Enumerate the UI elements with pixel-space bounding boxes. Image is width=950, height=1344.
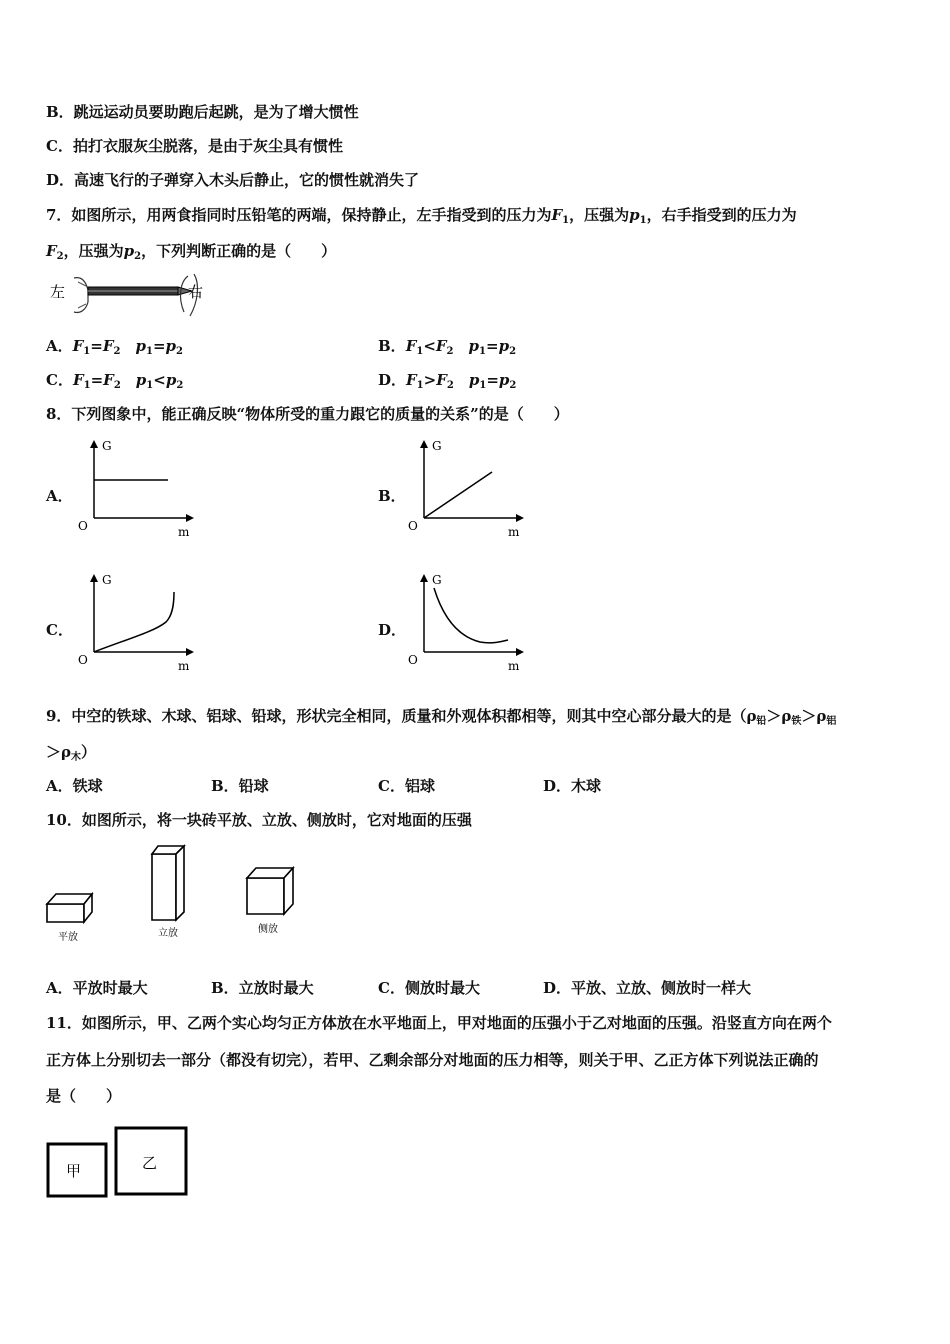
- q10-option-d: D．平放、立放、侧放时一样大: [543, 979, 752, 997]
- q8-label-c: C．: [46, 621, 73, 639]
- q9-stem-line1: 9．中空的铁球、木球、铝球、铅球，形状完全相同，质量和外观体积都相等，则其中空心部分最大的是（$\rho_铅>\rho_铁>\rho_铝$: [46, 707, 837, 727]
- q6-option-c: C．拍打衣服灰尘脱落，是由于灰尘具有惯性: [46, 137, 343, 155]
- q8-label-a: A．: [46, 487, 73, 505]
- svg-text:O: O: [78, 519, 88, 533]
- graph-c: [74, 570, 204, 678]
- q9-option-d: D．木球: [543, 777, 602, 795]
- caption-side: 侧放: [258, 924, 278, 935]
- svg-text:G: G: [102, 439, 112, 453]
- q8-label-b: B．: [378, 487, 406, 505]
- q7-stem-line1: 7．如图所示，用两食指同时压铅笔的两端，保持静止，左手指受到的压力为$F_1$，压强为$p_1$，右手指受到的压力为: [46, 206, 797, 226]
- cube-yi-label: 乙: [142, 1154, 158, 1172]
- fig-right-label: 右: [188, 283, 204, 301]
- brick-upright: [146, 842, 190, 942]
- q9-option-c: C．铝球: [378, 777, 435, 795]
- svg-text:G: G: [432, 439, 442, 453]
- q11-stem-line3: 是（ ）: [46, 1087, 122, 1105]
- q7-option-b: B．$F_1<F_2$ $p_1=p_2$: [378, 337, 517, 357]
- graph-b: [404, 436, 534, 544]
- svg-text:O: O: [408, 653, 418, 667]
- svg-text:G: G: [102, 573, 112, 587]
- q8-stem: 8．下列图象中，能正确反映“物体所受的重力跟它的质量的关系”的是（ ）: [46, 405, 569, 423]
- graph-d: [404, 570, 534, 678]
- caption-flat: 平放: [58, 932, 78, 943]
- q10-option-b: B．立放时最大: [211, 979, 314, 997]
- q8-label-d: D．: [378, 621, 407, 639]
- svg-text:m: m: [178, 659, 190, 673]
- graph-c-curve: [94, 592, 174, 652]
- q9-option-a: A．铁球: [46, 777, 103, 795]
- q10-stem: 10．如图所示，将一块砖平放、立放、侧放时，它对地面的压强: [46, 811, 472, 829]
- svg-text:O: O: [78, 653, 88, 667]
- q11-stem-line2: 正方体上分别切去一部分（都没有切完），若甲、乙剩余部分对地面的压力相等，则关于甲、乙正方体下列说法正确的: [46, 1051, 819, 1069]
- q9-option-b: B．铅球: [211, 777, 269, 795]
- q7-option-d: D．$F_1>F_2$ $p_1=p_2$: [378, 371, 517, 391]
- graph-d-curve: [434, 588, 508, 643]
- brick-side: [244, 858, 298, 938]
- graph-b-line: [424, 472, 492, 518]
- q7-option-c: C．$F_1=F_2$ $p_1<p_2$: [46, 371, 184, 391]
- q10-option-c: C．侧放时最大: [378, 979, 480, 997]
- svg-text:G: G: [432, 573, 442, 587]
- q6-option-d: D．高速飞行的子弹穿入木头后静止，它的惯性就消失了: [46, 171, 420, 189]
- svg-text:m: m: [508, 525, 520, 539]
- cube-jia-label: 甲: [66, 1162, 82, 1180]
- graph-a: [74, 436, 204, 544]
- q10-option-a: A．平放时最大: [46, 979, 148, 997]
- pencil-figure: [48, 272, 208, 320]
- caption-upright: 立放: [158, 928, 178, 939]
- fig-left-label: 左: [50, 283, 66, 301]
- q9-stem-line2: $>\rho_木$）: [46, 743, 96, 763]
- q11-stem-line1: 11．如图所示，甲、乙两个实心均匀正方体放在水平地面上，甲对地面的压强小于乙对地面的压强。沿竖直方向在两个: [46, 1014, 832, 1032]
- svg-text:m: m: [508, 659, 520, 673]
- cubes-figure: [44, 1124, 194, 1204]
- q7-stem-line2: $F_2$，压强为$p_2$，下列判断正确的是（ ）: [46, 242, 337, 262]
- svg-text:m: m: [178, 525, 190, 539]
- q6-option-b: B．跳远运动员要助跑后起跳，是为了增大惯性: [46, 103, 359, 121]
- q7-option-a: A．$F_1=F_2$ $p_1=p_2$: [46, 337, 183, 357]
- brick-flat: [44, 888, 98, 944]
- svg-text:O: O: [408, 519, 418, 533]
